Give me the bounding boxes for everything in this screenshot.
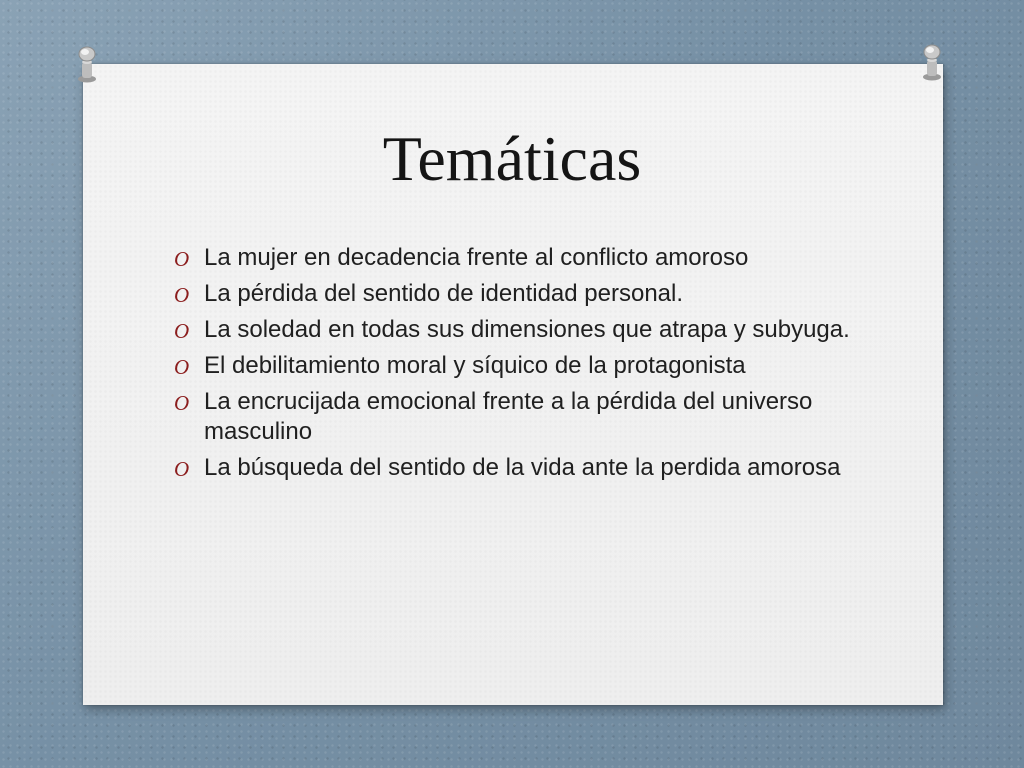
- bullet-text: La búsqueda del sentido de la vida ante la perdida amorosa: [204, 454, 841, 481]
- bullet-item: [172, 387, 852, 447]
- bullet-item: [172, 279, 852, 309]
- bullet-item: [172, 351, 852, 381]
- bullet-text: La soledad en todas sus dimensiones que atrapa y subyuga.: [204, 316, 850, 343]
- push-pin-icon: [917, 42, 947, 82]
- bullet-marker: O: [174, 319, 190, 343]
- bullet-text: La mujer en decadencia frente al conflicto amoroso: [204, 244, 749, 271]
- bullet-list: [172, 243, 852, 489]
- bullet-marker: O: [174, 355, 190, 379]
- bullet-marker: O: [174, 283, 190, 307]
- bullet-item: [172, 453, 852, 483]
- bullet-text: El debilitamiento moral y síquico de la protagonista: [204, 352, 746, 379]
- push-pin-icon: [72, 44, 102, 84]
- slide-title: Temáticas: [382, 123, 642, 194]
- bullet-text: La encrucijada emocional frente a la pérdida del universo masculino: [204, 388, 813, 445]
- bullet-text: La pérdida del sentido de identidad personal.: [204, 280, 684, 307]
- bullet-item: [172, 243, 852, 273]
- bullet-marker: O: [174, 457, 190, 481]
- bullet-marker: O: [174, 247, 190, 271]
- bullet-item: [172, 315, 852, 345]
- bullet-marker: O: [174, 391, 190, 415]
